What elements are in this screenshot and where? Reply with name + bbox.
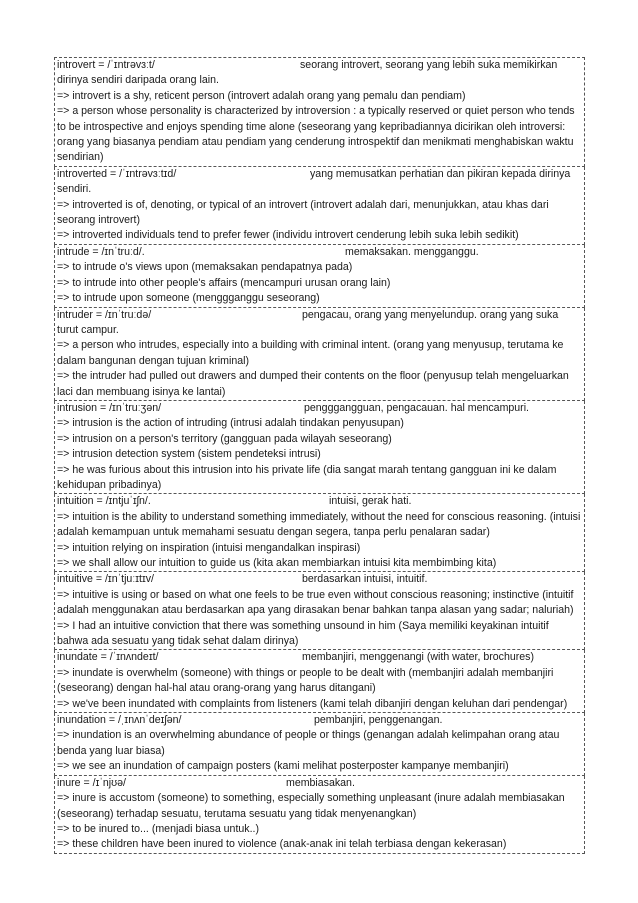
entry-headline [57,167,582,182]
entry-headline [57,494,582,509]
entry-meaning: yang memusatkan perhatian dan pikiran kepada dirinya [310,167,571,180]
entry-meaning: membanjiri, menggenangi (with water, brochures) [302,651,534,664]
entry-term: introvert = /ˈɪntrəvɜːt/ [57,59,155,71]
entry-meaning: membiasakan. [286,776,355,789]
entry-line: => introverted is of, denoting, or typical of an introvert (introvert adalah dari, menunjukkan, atau khas dari seorang introvert) [57,198,549,227]
entry-meaning-continuation: turut campur. [57,323,119,336]
entry-line: => introvert is a shy, reticent person (introvert adalah orang yang pemalu dan pendiam) [57,89,466,102]
entry-line: => intuition is the ability to understand something immediately, without the need for conscious reasoning. (intuisi adalah kemampuan untuk memahami sesuatu dengan segera, tanpa perlu penalaran sadar) [57,510,581,539]
entry-headline [57,776,582,791]
entry-headline [57,308,582,323]
entry-introvert [54,57,585,167]
entry-line: => to intrude upon someone (menggganggu seseorang) [57,292,320,305]
entry-inure [54,776,585,854]
entry-headline [57,650,582,665]
entry-line: => intuition relying on inspiration (intuisi mengandalkan inspirasi) [57,541,361,554]
entry-line: => inure is accustom (someone) to something, especially something unpleasant (inure adalah membiasakan (seseorang) terhadap sesuatu, terutama sesuatu yang tidak menyenangkan) [57,792,565,820]
entry-intruder [54,308,585,401]
entry-meaning: seorang introvert, seorang yang lebih suka memikirkan [300,59,558,71]
entry-line: => the intruder had pulled out drawers and dumped their contents on the floor (penyusup telah mengeluarkan laci dan membuang isinya ke lantai) [57,370,569,398]
entry-headline [57,401,582,416]
entry-line: => to be inured to... (menjadi biasa untuk..) [57,822,259,835]
entry-meaning: memaksakan. mengganggu. [345,245,479,258]
entry-line: => to intrude into other people's affairs (mencampuri urusan orang lain) [57,276,391,289]
entry-line: => intuitive is using or based on what one feels to be true even without conscious reasoning; instinctive (intuitif adalah menggunakan atau berdasarkan apa yang dirasakan benar bahkan tanpa alasan yang sadar; naluriah) [57,588,574,617]
entry-term: intruder = /ɪnˈtruːdə/ [57,308,152,321]
entry-line: => intrusion on a person's territory (gangguan pada wilayah seseorang) [57,432,392,445]
entry-term: intrude = /ɪnˈtruːd/. [57,245,145,258]
entry-line: => intrusion detection system (sistem pendeteksi intrusi) [57,448,321,461]
entry-term: inundation = /ˌɪnʌnˈdeɪʃən/ [57,714,182,727]
entry-term: intuition = /ɪntjuˈɪʃn/. [57,495,151,508]
entry-inundation [54,713,585,776]
entry-headline [57,58,582,73]
entry-line: => these children have been inured to violence (anak-anak ini telah terbiasa dengan kekerasan) [57,838,507,851]
entry-term: introverted = /ˈɪntrəvɜːtɪd/ [57,167,177,180]
entry-line: => we see an inundation of campaign posters (kami melihat posterposter kampanye membanjiri) [57,760,509,773]
entry-line: => introverted individuals tend to prefer fewer (individu introvert cenderung lebih suka lebih sedikit) [57,229,519,242]
entry-intrusion [54,401,585,494]
entry-intuitive [54,572,585,650]
entry-line: => we've been inundated with complaints from listeners (kami telah dibanjiri dengan keluhan dari pendengar) [57,697,568,710]
entry-line: => inundate is overwhelm (someone) with things or people to be dealt with (membanjiri adalah membanjiri (seseorang) dengan hal-hal atau orang-orang yang harus ditangani) [57,666,554,695]
entry-headline [57,245,582,260]
entry-intuition [54,494,585,572]
entry-intrude [54,245,585,308]
entry-term: intrusion = /ɪnˈtruːʒən/ [57,401,162,414]
entry-inundate [54,650,585,713]
entry-introverted [54,167,585,245]
entry-meaning-continuation: dirinya sendiri daripada orang lain. [57,74,219,87]
entry-line: => he was furious about this intrusion into his private life (dia sangat marah tentang gangguan ini ke dalam kehidupan pribadinya) [57,463,557,491]
entry-line: => we shall allow our intuition to guide us (kita akan membiarkan intuisi kita membimbing kita) [57,557,497,569]
entry-headline [57,713,582,728]
entry-term: inure = /ɪˈnjʊə/ [57,776,126,789]
entry-meaning-continuation: sendiri. [57,183,92,196]
entry-meaning: intuisi, gerak hati. [329,495,412,508]
entry-line: => I had an intuitive conviction that there was something unsound in him (Saya memiliki keyakinan intuitif bahwa ada sesuatu yang tidak sehat dalam dirinya) [57,619,549,648]
entry-line: => inundation is an overwhelming abundance of people or things (genangan adalah kelimpahan orang atau benda yang luar biasa) [57,729,560,757]
entry-meaning: pengacau, orang yang menyelundup. orang yang suka [302,308,559,321]
entry-line: => a person who intrudes, especially into a building with criminal intent. (orang yang menyusup, terutama ke dalam bangunan dengan tujuan kriminal) [57,339,564,367]
entry-line: => intrusion is the action of intruding (intrusi adalah tindakan penyusupan) [57,417,404,430]
entry-term: intuitive = /ɪnˈtjuːɪtɪv/ [57,573,154,586]
entry-meaning: berdasarkan intuisi, intuitif. [302,573,428,586]
entry-line: => to intrude o's views upon (memaksakan pendapatnya pada) [57,261,353,274]
entry-headline [57,572,582,587]
entry-meaning: pengggangguan, pengacauan. hal mencampuri. [304,401,529,414]
entry-line: => a person whose personality is characterized by introversion : a typically reserved or quiet person who tends to be introspective and enjoys spending time alone (seseorang yang kepribadiannya dicirikan oleh introversi: orang yang biasanya pendiam atau pendiam yang cenderung introspektif dan menikmati menghabiskan waktu sendirian) [57,105,575,164]
vocabulary-document [54,57,585,854]
entry-meaning: pembanjiri, penggenangan. [314,714,443,727]
entry-term: inundate = /ˈɪnʌndeɪt/ [57,651,159,664]
